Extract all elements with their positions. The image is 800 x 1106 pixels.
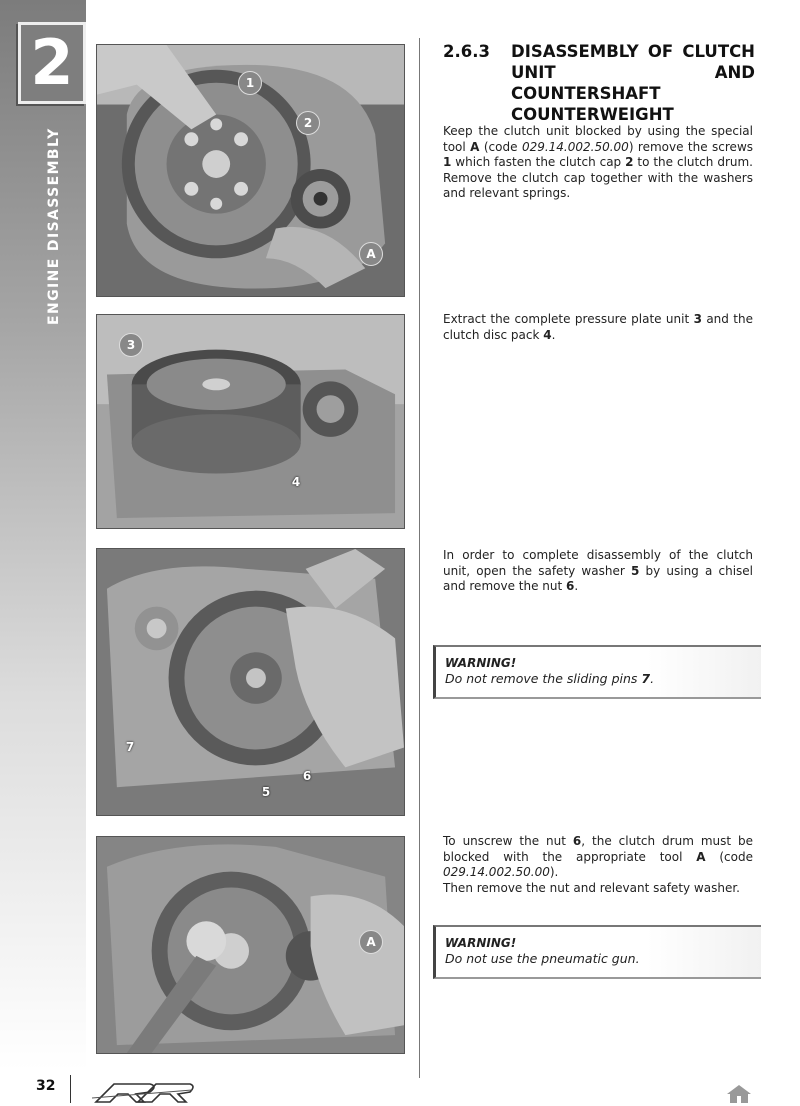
callout-6: 6 [302, 769, 312, 783]
paragraph-open-safety-washer: In order to complete disassembly of the clutch unit, open the safety washer 5 by using a chisel and remove the nut 6. [443, 548, 754, 593]
paragraph-extract-pressure-plate: Extract the complete pressure plate unit 3 and the clutch disc pack 4. [443, 312, 753, 342]
callout-7: 7 [125, 740, 135, 754]
chapter-title: ENGINE DISASSEMBLY [46, 127, 62, 325]
rr-logo [92, 1080, 196, 1106]
photo-pressure-plate [96, 314, 405, 529]
callout-4: 4 [291, 475, 301, 489]
callout-3: 3 [119, 333, 143, 357]
callout-A: A [359, 242, 383, 266]
photo-unscrew-nut [96, 836, 405, 1054]
warning-title-2: WARNING! [445, 936, 517, 950]
column-divider [419, 38, 420, 1078]
callout-1: 1 [238, 71, 262, 95]
warning-text-2: Do not use the pneumatic gun. [445, 951, 640, 966]
callout-A-2: A [359, 930, 383, 954]
chapter-side-band [0, 0, 86, 1070]
section-number: 2.6.3 [443, 42, 490, 61]
page-number: 32 [36, 1078, 56, 1094]
warning-title: WARNING! [445, 656, 517, 670]
paragraph-remove-clutch-cap: Keep the clutch unit blocked by using the special tool A (code 029.14.002.50.00) remove the screws 1 which fasten the clutch cap 2 to the clutch drum. Remove the clutch cap together with the washers and relevant springs. [443, 124, 754, 200]
photo-clutch-cap [96, 44, 405, 297]
callout-5: 5 [261, 785, 271, 799]
callout-2: 2 [296, 111, 320, 135]
section-title: DISASSEMBLY OF CLUTCH UNIT AND COUNTERSHAFT COUNTERWEIGHT [511, 42, 755, 124]
footer-divider [70, 1075, 71, 1103]
photo-clutch-drum-nut [96, 548, 405, 816]
warning-text: Do not remove the sliding pins 7. [445, 671, 655, 686]
home-icon[interactable] [726, 1084, 752, 1104]
warning-box-pneumatic-gun [433, 925, 761, 979]
chapter-number-box [18, 22, 86, 104]
chapter-number: 2 [30, 26, 74, 99]
paragraph-unscrew-nut: To unscrew the nut 6, the clutch drum must be blocked with the appropriate tool A (code 029.14.002.50.00). Then remove the nut and relevant safety washer. [443, 834, 754, 895]
warning-box-sliding-pins [433, 645, 761, 699]
